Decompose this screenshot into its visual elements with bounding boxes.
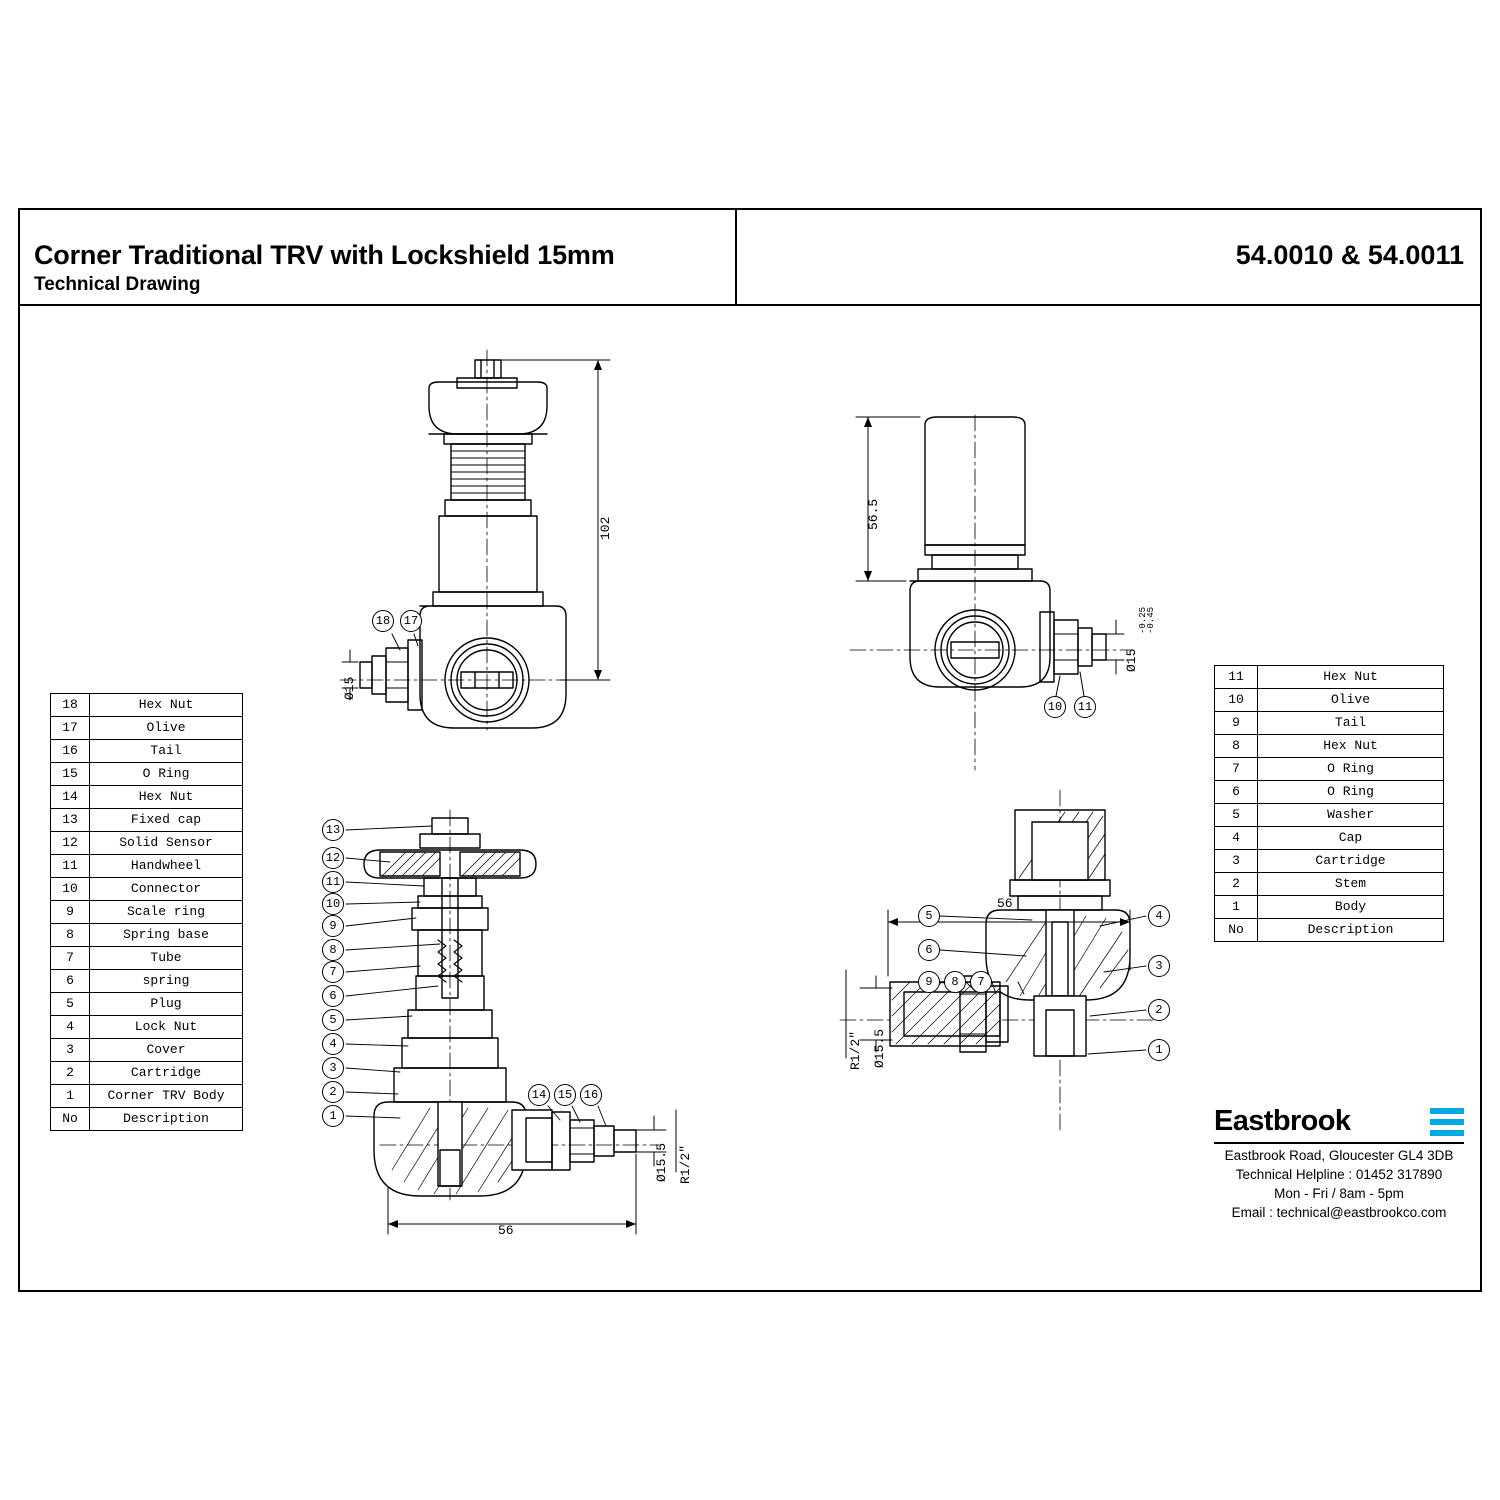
- table-row: [51, 809, 243, 832]
- table-header-row: [51, 1108, 243, 1131]
- part-desc: Solid Sensor: [90, 832, 243, 855]
- table-row: [51, 993, 243, 1016]
- part-desc: Olive: [1258, 689, 1444, 712]
- table-row: [51, 901, 243, 924]
- dim-tol-upper: -0.25: [1138, 606, 1148, 634]
- part-no: 1: [1215, 896, 1258, 919]
- part-no: 6: [51, 970, 90, 993]
- part-no: 17: [51, 717, 90, 740]
- table-row: [51, 1062, 243, 1085]
- col-header-desc: Description: [90, 1108, 243, 1131]
- balloon-6-br[interactable]: 6: [918, 939, 940, 961]
- table-row: [1215, 896, 1444, 919]
- balloon-13[interactable]: 13: [322, 819, 344, 841]
- balloon-5-br[interactable]: 5: [918, 905, 940, 927]
- view-lockshield-section: [840, 790, 1160, 1130]
- opening-hours: Mon - Fri / 8am - 5pm: [1274, 1186, 1404, 1201]
- part-no: 4: [1215, 827, 1258, 850]
- balloon-10[interactable]: 10: [1044, 696, 1066, 718]
- part-desc: Scale ring: [90, 901, 243, 924]
- balloon-17[interactable]: 17: [400, 610, 422, 632]
- company-block: [1214, 1105, 1464, 1220]
- table-row: [51, 970, 243, 993]
- table-row: [51, 1016, 243, 1039]
- table-row: [1215, 666, 1444, 689]
- part-desc: Handwheel: [90, 855, 243, 878]
- part-no: 14: [51, 786, 90, 809]
- dim-r12: R1/2": [678, 1144, 693, 1184]
- part-no: 10: [51, 878, 90, 901]
- balloon-3[interactable]: 3: [322, 1057, 344, 1079]
- dim-tol-lower: -0.45: [1146, 606, 1156, 634]
- part-no: 12: [51, 832, 90, 855]
- part-no: 15: [51, 763, 90, 786]
- part-no: 8: [1215, 735, 1258, 758]
- balloon-4-br[interactable]: 4: [1148, 905, 1170, 927]
- dim-d15-5-br: Ø15.5: [872, 1028, 887, 1068]
- balloon-5[interactable]: 5: [322, 1009, 344, 1031]
- part-no: 3: [51, 1039, 90, 1062]
- part-desc: Hex Nut: [90, 786, 243, 809]
- part-desc: Cartridge: [90, 1062, 243, 1085]
- part-no: 8: [51, 924, 90, 947]
- balloon-15[interactable]: 15: [554, 1084, 576, 1106]
- table-row: [1215, 689, 1444, 712]
- table-row: [51, 717, 243, 740]
- table-row: [1215, 758, 1444, 781]
- part-no: 2: [1215, 873, 1258, 896]
- brand-name: Eastbrook: [1214, 1105, 1351, 1137]
- table-row: [51, 878, 243, 901]
- part-desc: Olive: [90, 717, 243, 740]
- balloon-10[interactable]: 10: [322, 893, 344, 915]
- balloon-4[interactable]: 4: [322, 1033, 344, 1055]
- balloon-7-br[interactable]: 7: [970, 971, 992, 993]
- part-no: 18: [51, 694, 90, 717]
- contact-email: Email : technical@eastbrookco.com: [1231, 1205, 1447, 1220]
- part-desc: O Ring: [90, 763, 243, 786]
- page-title: Corner Traditional TRV with Lockshield 15mm: [34, 240, 615, 270]
- part-no: 10: [1215, 689, 1258, 712]
- part-no: 9: [1215, 712, 1258, 735]
- drawing-sheet: [18, 208, 1482, 1292]
- part-no: 2: [51, 1062, 90, 1085]
- balloon-3-br[interactable]: 3: [1148, 955, 1170, 977]
- part-no: 16: [51, 740, 90, 763]
- part-desc: Lock Nut: [90, 1016, 243, 1039]
- table-row: [1215, 735, 1444, 758]
- table-row: [1215, 827, 1444, 850]
- balloon-2[interactable]: 2: [322, 1081, 344, 1103]
- balloon-11[interactable]: 11: [1074, 696, 1096, 718]
- balloon-8-br[interactable]: 8: [944, 971, 966, 993]
- part-desc: Tail: [90, 740, 243, 763]
- balloon-7[interactable]: 7: [322, 961, 344, 983]
- part-desc: Tube: [90, 947, 243, 970]
- part-no: 5: [51, 993, 90, 1016]
- part-no: 6: [1215, 781, 1258, 804]
- balloon-6[interactable]: 6: [322, 985, 344, 1007]
- balloon-2-br[interactable]: 2: [1148, 999, 1170, 1021]
- part-desc: Cartridge: [1258, 850, 1444, 873]
- parts-table-trv: [50, 693, 243, 1131]
- table-row: [51, 855, 243, 878]
- table-row: [1215, 873, 1444, 896]
- product-code: 54.0010 & 54.0011: [1235, 240, 1464, 270]
- part-desc: Hex Nut: [1258, 735, 1444, 758]
- table-row: [51, 694, 243, 717]
- part-no: 11: [1215, 666, 1258, 689]
- part-desc: O Ring: [1258, 758, 1444, 781]
- part-desc: Cover: [90, 1039, 243, 1062]
- parts-table-lockshield: [1214, 665, 1444, 942]
- balloon-9-br[interactable]: 9: [918, 971, 940, 993]
- table-row: [51, 786, 243, 809]
- table-row: [51, 1039, 243, 1062]
- balloon-16[interactable]: 16: [580, 1084, 602, 1106]
- table-row: [51, 832, 243, 855]
- part-desc: O Ring: [1258, 781, 1444, 804]
- dim-56-5: 56.5: [866, 498, 881, 530]
- balloon-8[interactable]: 8: [322, 939, 344, 961]
- part-no: 4: [51, 1016, 90, 1039]
- table-row: [51, 1085, 243, 1108]
- balloon-9[interactable]: 9: [322, 915, 344, 937]
- dim-d15-r: Ø15: [1124, 648, 1139, 672]
- part-no: 5: [1215, 804, 1258, 827]
- table-row: [51, 740, 243, 763]
- dim-56: 56: [498, 1223, 514, 1238]
- part-desc: Stem: [1258, 873, 1444, 896]
- table-row: [51, 947, 243, 970]
- part-desc: Tail: [1258, 712, 1444, 735]
- col-header-desc: Description: [1258, 919, 1444, 942]
- part-desc: Body: [1258, 896, 1444, 919]
- brand-logo: [1214, 1105, 1464, 1144]
- part-desc: Cap: [1258, 827, 1444, 850]
- part-desc: Washer: [1258, 804, 1444, 827]
- table-header-row: [1215, 919, 1444, 942]
- part-desc: Plug: [90, 993, 243, 1016]
- view-trv-section: [346, 810, 676, 1234]
- part-no: 11: [51, 855, 90, 878]
- balloon-1[interactable]: 1: [322, 1105, 344, 1127]
- part-desc: Hex Nut: [1258, 666, 1444, 689]
- eastbrook-bars-icon: [1430, 1108, 1464, 1136]
- part-no: 7: [51, 947, 90, 970]
- dim-d15-5: Ø15.5: [654, 1142, 669, 1182]
- table-row: [1215, 850, 1444, 873]
- part-desc: spring: [90, 970, 243, 993]
- part-desc: Fixed cap: [90, 809, 243, 832]
- part-no: 9: [51, 901, 90, 924]
- col-header-no: No: [1215, 919, 1258, 942]
- part-desc: Spring base: [90, 924, 243, 947]
- dim-r12-br: R1/2": [848, 1030, 863, 1070]
- page-subtitle: Technical Drawing: [34, 274, 201, 295]
- part-no: 3: [1215, 850, 1258, 873]
- table-row: [51, 924, 243, 947]
- part-no: 13: [51, 809, 90, 832]
- view-trv-elevation: [340, 350, 610, 730]
- part-desc: Connector: [90, 878, 243, 901]
- table-row: [51, 763, 243, 786]
- part-desc: Hex Nut: [90, 694, 243, 717]
- dim-56-br: 56: [997, 896, 1013, 911]
- part-desc: Corner TRV Body: [90, 1085, 243, 1108]
- table-row: [1215, 781, 1444, 804]
- table-row: [1215, 712, 1444, 735]
- balloon-14[interactable]: 14: [528, 1084, 550, 1106]
- balloon-1-br[interactable]: 1: [1148, 1039, 1170, 1061]
- col-header-no: No: [51, 1108, 90, 1131]
- balloon-12[interactable]: 12: [322, 847, 344, 869]
- balloon-18[interactable]: 18: [372, 610, 394, 632]
- technical-helpline: Technical Helpline : 01452 317890: [1235, 1167, 1443, 1182]
- dim-d15: Ø15: [342, 676, 357, 700]
- company-address: Eastbrook Road, Gloucester GL4 3DB: [1224, 1148, 1454, 1163]
- dim-102: 102: [598, 516, 613, 540]
- part-no: 7: [1215, 758, 1258, 781]
- table-row: [1215, 804, 1444, 827]
- part-no: 1: [51, 1085, 90, 1108]
- balloon-11[interactable]: 11: [322, 871, 344, 893]
